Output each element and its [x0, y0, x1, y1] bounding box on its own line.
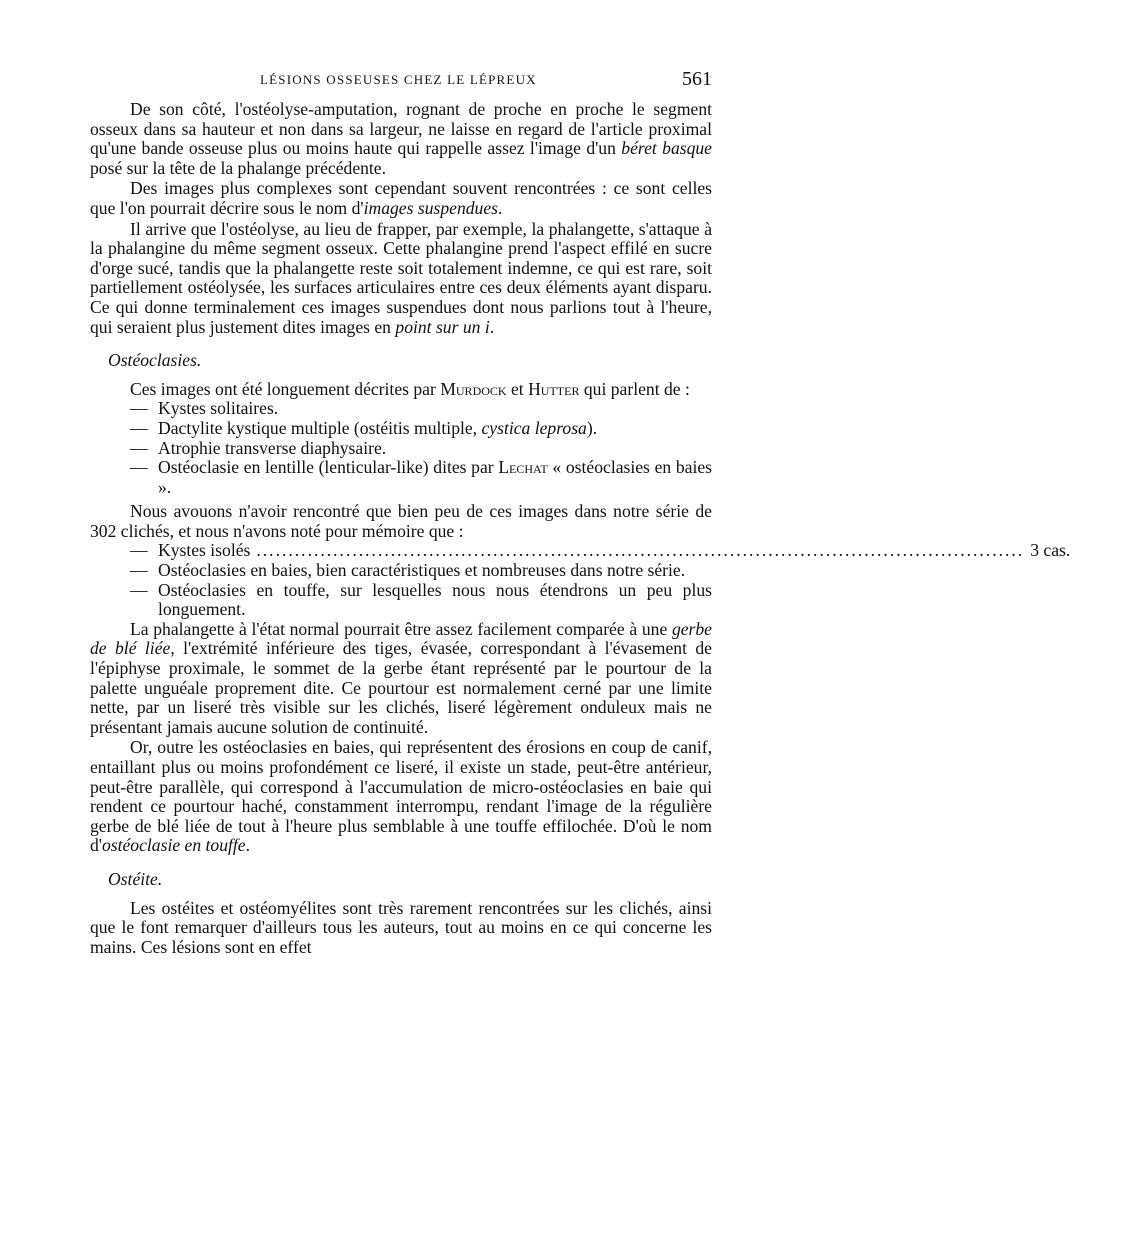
paragraph-beret-basque: De son côté, l'ostéolyse-amputation, rognant de proche en proche le segment osseux dans sa hauteur et non dans sa largeur, ne laisse en regard de l'article proximal qu'une bande osseuse plus ou moins haute qui rappelle assez l'image d'un béret basque posé sur la tête de la phalange précédente.	[90, 99, 712, 178]
page-number: 561	[682, 68, 712, 90]
list-item: — Kystes isolés ........................................................................................................................ 3 cas.	[90, 541, 712, 561]
author-murdock: Murdock	[440, 378, 507, 399]
author-lechat: Lechat	[498, 457, 548, 478]
paragraph-images-suspendues: Des images plus complexes sont cependant souvent rencontrées : ce sont celles que l'on pourrait décrire sous le nom d'images suspendues.	[90, 178, 712, 218]
list-item: — Dactylite kystique multiple (ostéitis multiple, cystica leprosa).	[90, 419, 712, 439]
list-item: — Ostéoclasies en touffe, sur lesquelles nous nous étendrons un peu plus longuement.	[90, 581, 712, 620]
paragraph-osteoclasie-en-touffe: Or, outre les ostéoclasies en baies, qui représentent des érosions en coup de canif, entaillant plus ou moins profondément ce liseré, il existe un stade, peut-être antérieur, peut-être parallèle, qui correspond à l'accumulation de micro-ostéoclasies en baie qui rendent ce pourtour haché, constamment interrompu, rendant l'image de la régulière gerbe de blé liée de tout à l'heure plus semblable à une touffe effilochée. D'où le nom d'ostéoclasie en touffe.	[90, 737, 712, 856]
author-hutter: Hutter	[528, 378, 580, 399]
paragraph-302-cliches: Nous avouons n'avoir rencontré que bien peu de ces images dans notre série de 302 clichés, et nous n'avons noté pour mémoire que :	[90, 501, 712, 541]
list-item: — Atrophie transverse diaphysaire.	[90, 439, 712, 459]
list-noted-lesions	[90, 540, 1071, 620]
page-header	[90, 70, 712, 92]
list-osteoclasie-types	[90, 399, 712, 497]
list-item: — Kystes solitaires.	[90, 399, 712, 419]
section-title-osteoclasies: Ostéoclasies.	[108, 350, 202, 371]
paragraph-point-sur-un-i: Il arrive que l'ostéolyse, au lieu de frapper, par exemple, la phalangette, s'attaque à la phalangine du même segment osseux. Cette phalangine prend l'aspect effilé en sucre d'orge sucé, tandis que la phalangette reste soit totalement indemne, ce qui est rare, soit partiellement ostéolysée, les surfaces articulaires entre ces deux éléments ayant disparu. Ce qui donne terminalement ces images suspendues dont nous parlions tout à l'heure, qui seraient plus justement dites images en point sur un i.	[90, 218, 712, 337]
list-item: — Ostéoclasies en baies, bien caractéristiques et nombreuses dans notre série.	[90, 561, 712, 581]
paragraph-murdock-hutter: Ces images ont été longuement décrites par Murdock et Hutter qui parlent de :	[130, 378, 690, 399]
paragraph-gerbe-de-ble: La phalangette à l'état normal pourrait être assez facilement comparée à une gerbe de blé liée, l'extrémité inférieure des tiges, évasée, correspondant à l'évasement de l'épiphyse proximale, le sommet de la gerbe étant représenté par le pourtour de la palette unguéale proprement dite. Ce pourtour est normalement cerné par une limite nette, par un liseré très visible sur les clichés, liseré légèrement onduleux mais ne présentant jamais aucune solution de continuité.	[90, 618, 712, 737]
section-title-osteite: Ostéite.	[108, 868, 163, 889]
paragraph-osteites: Les ostéites et ostéomyélites sont très rarement rencontrées sur les clichés, ainsi que le font remarquer d'ailleurs tous les auteurs, tout au moins en ce qui concerne les mains. Ces lésions sont en effet	[90, 897, 712, 957]
page-body	[90, 99, 1071, 957]
list-item: — Ostéoclasie en lentille (lenticular-like) dites par Lechat « ostéoclasies en baies ».	[90, 458, 712, 497]
running-title: LÉSIONS OSSEUSES CHEZ LE LÉPREUX	[260, 72, 537, 87]
